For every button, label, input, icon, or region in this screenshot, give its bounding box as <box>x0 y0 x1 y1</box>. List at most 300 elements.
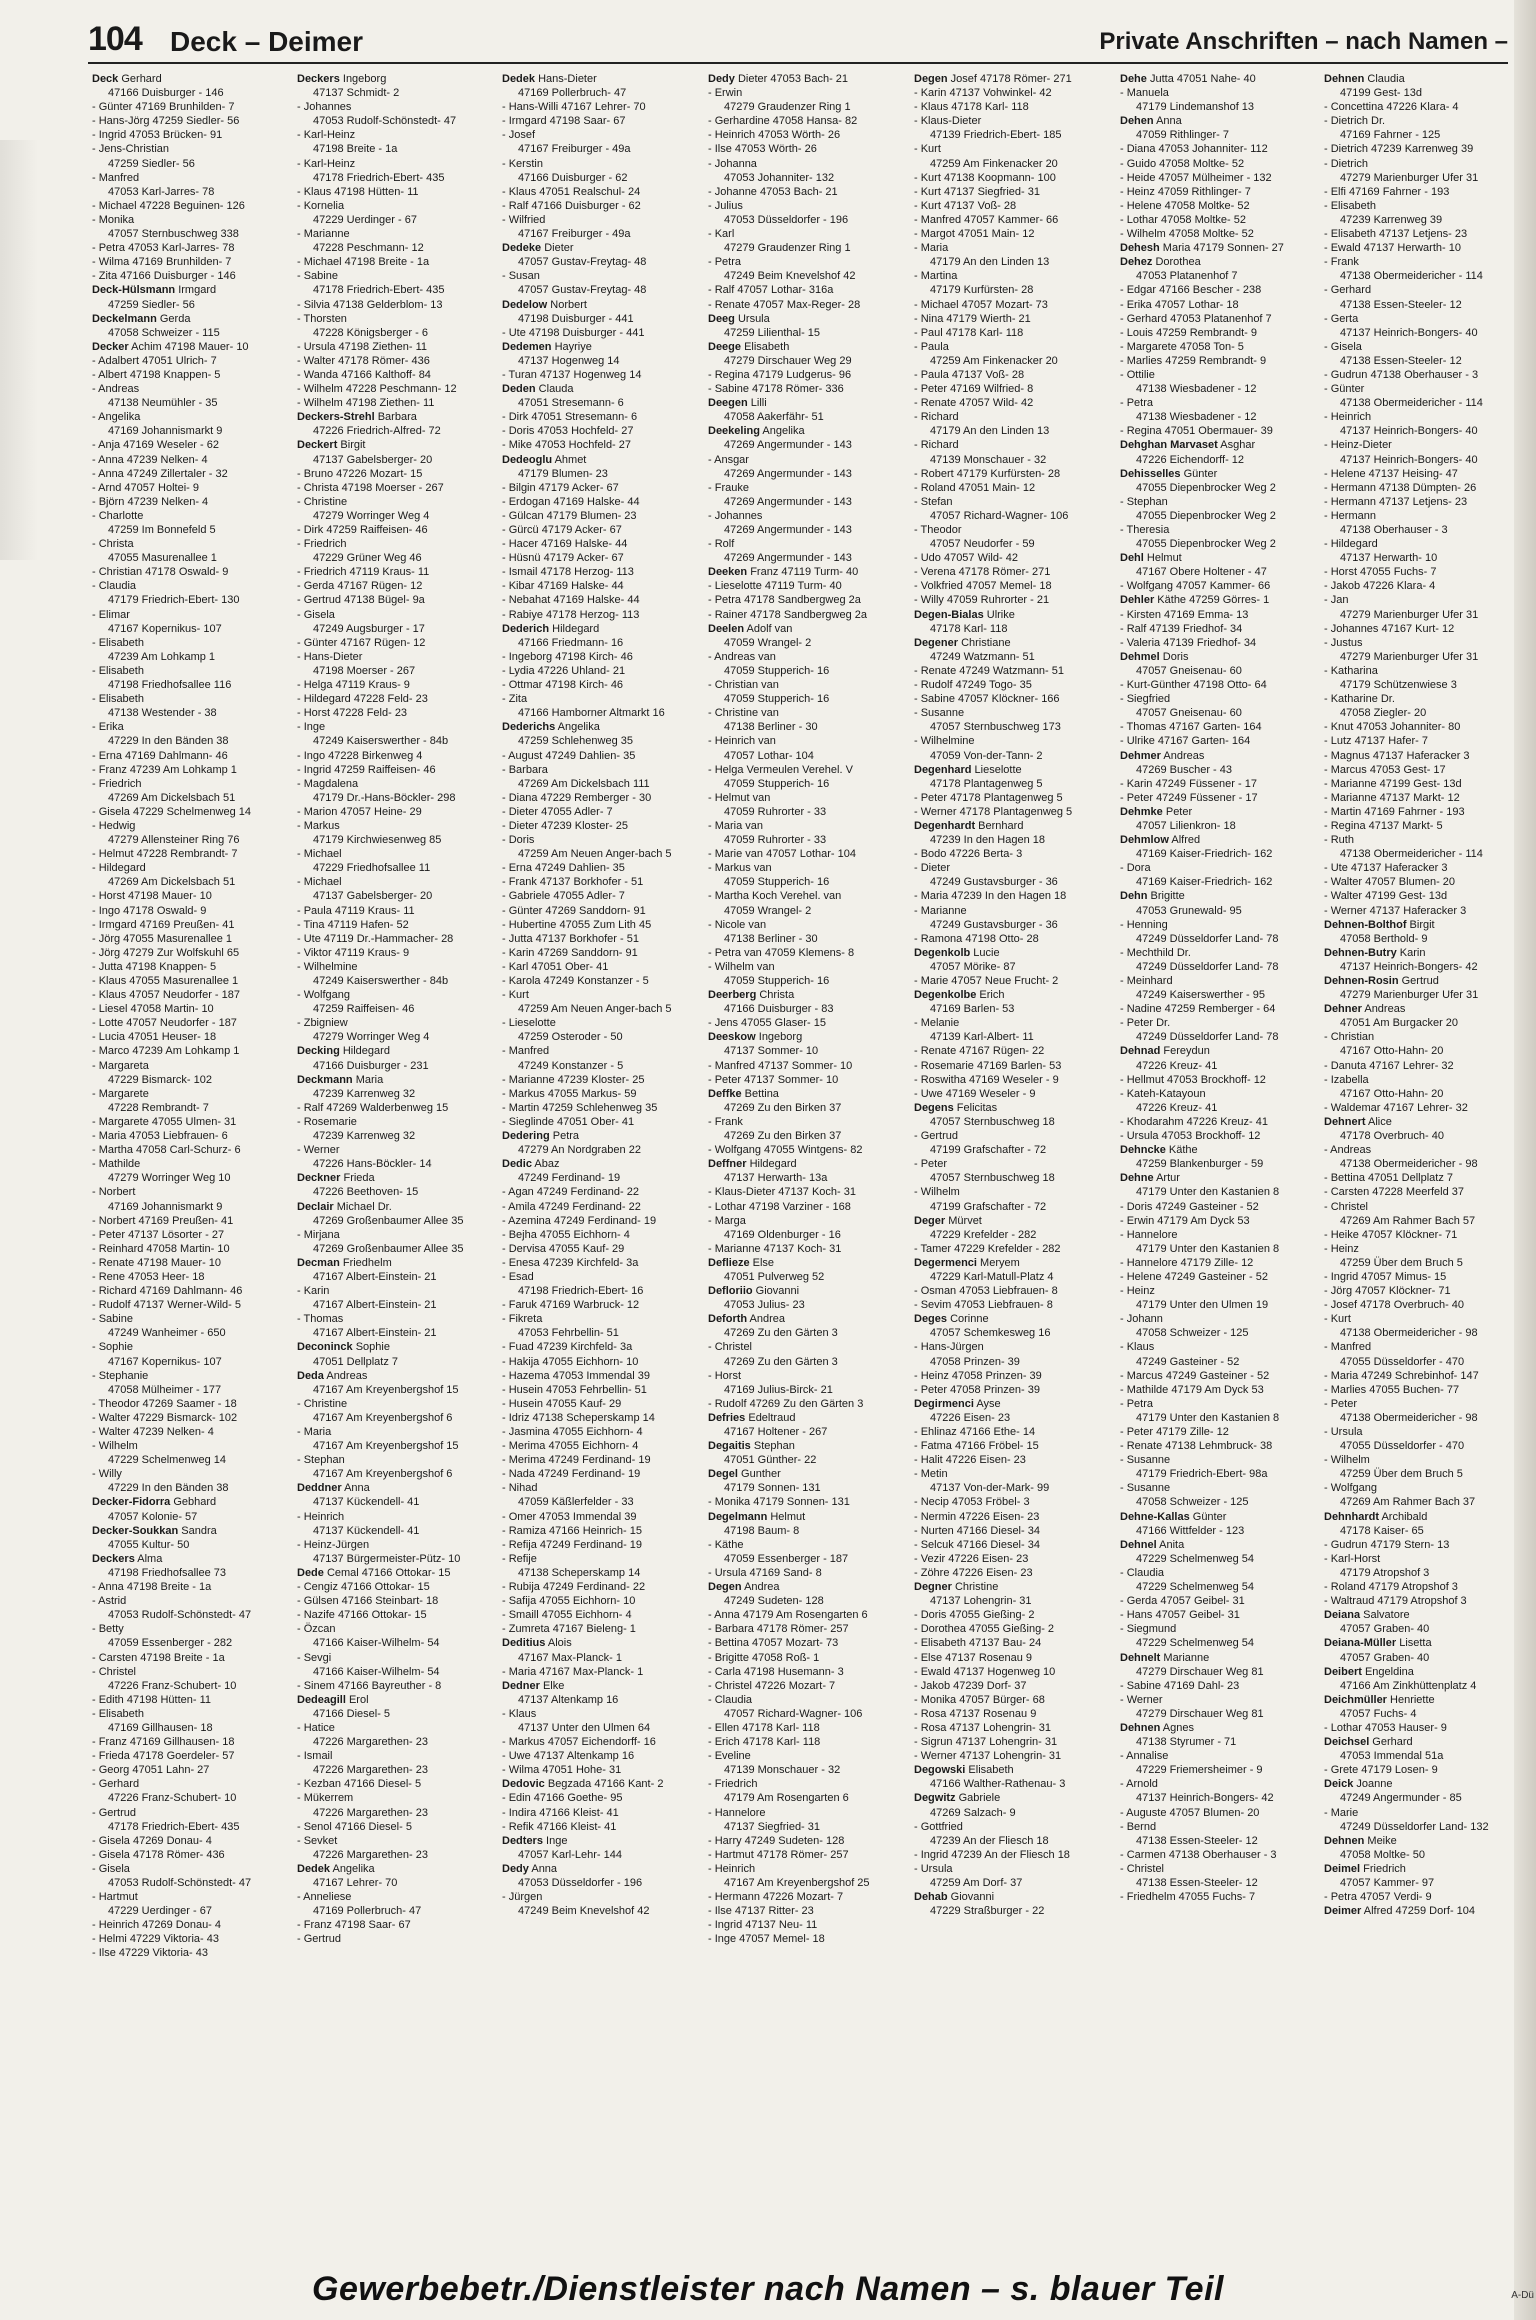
address-line: 47058 Schweizer - 125 <box>1136 1327 1249 1340</box>
given-name-entry: - Petra 47057 Verdi- 9 <box>1324 1891 1432 1904</box>
given-name-entry: - Josef <box>502 129 536 142</box>
surname-entry <box>502 382 698 396</box>
entry-detail: Angelika <box>759 425 805 438</box>
given-name-entry: - Marlies 47259 Rembrandt- 9 <box>1120 354 1267 367</box>
given-name-entry: - Manfred <box>92 171 140 184</box>
given-name-entry: - Jörg 47057 Klöckner- 71 <box>1324 1285 1451 1298</box>
surname: Degenhard <box>914 763 972 776</box>
given-name-entry: - Karl-Horst <box>1324 1552 1381 1565</box>
given-name-entry: - Ansgar <box>708 453 749 466</box>
address-line: 47259 Im Bonnefeld 5 <box>108 524 216 536</box>
given-name-entry: - Silvia 47138 Gelderblom- 13 <box>297 298 443 311</box>
given-name-entry: - Irmgard 47198 Saar- 67 <box>502 115 626 128</box>
address-line: 47058 Prinzen- 39 <box>930 1355 1020 1368</box>
address-line: 47179 Unter den Kastanien 8 <box>1136 1411 1280 1424</box>
given-name-entry: - Manfred 47057 Kammer- 66 <box>914 213 1059 226</box>
address-line: 47226 Eisen- 23 <box>930 1411 1011 1424</box>
given-name-entry: - Anna 47249 Zillertaler - 32 <box>92 467 228 480</box>
given-name-entry: - Frank 47137 Borkhofer - 51 <box>502 876 644 889</box>
given-name-entry: - Marga <box>708 1214 746 1227</box>
address-line: 47137 Heinrich-Bongers- 40 <box>1340 453 1478 466</box>
given-name-entry: - Monika 47179 Sonnen- 131 <box>708 1496 850 1509</box>
surname: Degowski <box>914 1764 966 1777</box>
address-line: 47053 Düsseldorfer - 196 <box>724 213 849 226</box>
given-name-entry: - Carsten 47198 Breite - 1a <box>92 1651 225 1664</box>
given-name-entry: - Johanne 47053 Bach- 21 <box>708 185 838 198</box>
surname-entry <box>708 1467 904 1481</box>
address-line: 47259 Am Neuen Anger-bach 5 <box>518 1003 672 1016</box>
address-line: 47226 Hans-Böckler- 14 <box>313 1158 432 1171</box>
given-name-entry: - Heinrich <box>708 1862 756 1875</box>
given-name-entry: - Refije <box>502 1552 537 1565</box>
surname: Dedering <box>502 1130 550 1143</box>
entry-detail: Peter <box>1162 805 1193 818</box>
address-line: 47279 Marienburger Ufer 31 <box>1340 608 1479 621</box>
address-line: 47137 Lohengrin- 31 <box>930 1595 1032 1608</box>
page-thumb-shadow <box>0 140 38 560</box>
entry-detail: Günter <box>1180 467 1218 480</box>
given-name-entry: - Renate 47138 Lehmbruck- 38 <box>1120 1440 1273 1453</box>
address-line: 47259 Lilienthal- 15 <box>724 326 821 339</box>
given-name-entry: - Ursula 47198 Ziethen- 11 <box>297 340 428 353</box>
entry-detail: Maria <box>352 1073 384 1086</box>
given-name-entry: - Klaus-Dieter <box>914 115 982 128</box>
given-name-entry: - Fatma 47166 Fröbel- 15 <box>914 1440 1039 1453</box>
surname-entry <box>502 1129 698 1143</box>
surname-entry <box>708 72 904 86</box>
given-name-entry: - Ingrid 47057 Mimus- 15 <box>1324 1270 1447 1283</box>
surname-entry <box>297 1862 493 1876</box>
address-line: 47167 Lehrer- 70 <box>313 1877 398 1889</box>
address-line: 47269 Am Rahmer Bach 57 <box>1340 1214 1476 1227</box>
given-name-entry: - Guido 47058 Moltke- 52 <box>1120 157 1245 170</box>
address-line: 47239 Karrenweg 39 <box>1340 213 1443 226</box>
address-line: 47269 Zu den Birken 37 <box>724 1130 842 1143</box>
given-name-entry: - Paula 47119 Kraus- 11 <box>297 904 415 917</box>
given-name-entry: - Lutz 47137 Hafer- 7 <box>1324 735 1428 748</box>
given-name-entry: - Marcus 47053 Gest- 17 <box>1324 763 1446 776</box>
given-name-entry: - Petra <box>1120 1397 1154 1410</box>
given-name-entry: - Wilhelm <box>92 1440 138 1453</box>
address-line: 47259 Schlehenweg 35 <box>518 735 633 748</box>
surname-entry <box>1324 1115 1520 1129</box>
address-line: 47259 Am Dorf- 37 <box>930 1877 1023 1889</box>
given-name-entry: - Erika <box>92 721 124 734</box>
address-line: 47269 Am Dickelsbach 111 <box>518 777 650 790</box>
address-line: 47137 Kückendell- 41 <box>313 1496 420 1509</box>
given-name-entry: - Jürgen <box>502 1891 543 1904</box>
surname: Dehnert <box>1324 1115 1366 1128</box>
given-name-entry: - Franz 47239 Am Lohkamp 1 <box>92 763 237 776</box>
address-line: 47138 Obermeidericher - 98 <box>1340 1158 1478 1171</box>
address-line: 47059 Stupperich- 16 <box>724 777 830 790</box>
address-line: 47138 Obermeidericher - 114 <box>1340 397 1483 410</box>
given-name-entry: - Udo 47057 Wild- 42 <box>914 552 1018 565</box>
surname: Dehnel <box>1120 1538 1157 1551</box>
given-name-entry: - Kornelia <box>297 199 345 212</box>
address-line: 47167 Am Kreyenbergshof 6 <box>313 1411 453 1424</box>
given-name-entry: - Mathilde <box>92 1158 141 1171</box>
given-name-entry: - Regina 47179 Ludgerus- 96 <box>708 368 852 381</box>
given-name-entry: - Senol 47166 Diesel- 5 <box>297 1820 412 1833</box>
given-name-entry: - Edin 47166 Goethe- 95 <box>502 1792 623 1805</box>
given-name-entry: - Paula <box>914 340 949 353</box>
given-name-entry: - Mathilde 47179 Am Dyck 53 <box>1120 1383 1264 1396</box>
surname: Deckmann <box>297 1073 353 1086</box>
surname: Deddner <box>297 1482 342 1495</box>
address-line: 47178 Karl- 118 <box>930 622 1008 635</box>
given-name-entry: - Peter <box>914 1158 948 1171</box>
given-name-entry: - Waltraud 47179 Atropshof 3 <box>1324 1595 1467 1608</box>
surname: Dedek <box>297 1862 331 1875</box>
name-range-title: Deck – Deimer <box>170 26 364 57</box>
surname: Declair <box>297 1200 334 1213</box>
given-name-entry: - Peter Dr. <box>1120 1017 1171 1030</box>
given-name-entry: - Kurt 47137 Siegfried- 31 <box>914 185 1040 198</box>
footer-note: Gewerbebetr./Dienstleister nach Namen – s. blauer Teil <box>312 2270 1224 2308</box>
entry-detail: Christiane <box>958 636 1011 649</box>
surname: Decker-Soukkan <box>92 1524 179 1537</box>
given-name-entry: - Margareta <box>92 1059 149 1072</box>
given-name-entry: - Nina 47179 Wierth- 21 <box>914 312 1031 325</box>
given-name-entry: - Dietrich Dr. <box>1324 115 1386 128</box>
given-name-entry: - Jörg 47279 Zur Wolfskuhl 65 <box>92 946 240 959</box>
entry-detail: Hans-Dieter <box>535 73 597 85</box>
given-name-entry: - Dirk 47051 Stresemann- 6 <box>502 411 638 424</box>
given-name-entry: - Gudrun 47138 Oberhauser - 3 <box>1324 368 1479 381</box>
given-name-entry: - Ilse 47053 Wörth- 26 <box>708 143 817 156</box>
given-name-entry: - Else 47137 Rosenau 9 <box>914 1651 1033 1664</box>
given-name-entry: - Frauke <box>708 481 749 494</box>
address-line: 47226 Margarethen- 23 <box>313 1806 428 1819</box>
surname: Deimel <box>1324 1862 1361 1875</box>
entry-detail: Doris <box>1159 650 1189 663</box>
surname-entry <box>914 1101 1110 1115</box>
given-name-entry: - Mike 47053 Hochfeld- 27 <box>502 439 632 452</box>
surname-entry <box>1120 72 1316 86</box>
address-line: 47167 Otto-Hahn- 20 <box>1340 1087 1444 1100</box>
given-name-entry: - Faruk 47169 Warbruck- 12 <box>502 1299 640 1312</box>
given-name-entry: - Wilhelm <box>1324 1454 1370 1467</box>
address-line: 47059 Ruhrorter - 33 <box>724 834 827 847</box>
given-name-entry: - Rudolf 47137 Werner-Wild- 5 <box>92 1299 241 1312</box>
given-name-entry: - Marianne 47137 Markt- 12 <box>1324 791 1460 804</box>
address-line: 47239 An der Fliesch 18 <box>930 1834 1049 1847</box>
surname-entry <box>502 72 698 86</box>
address-line: 47169 Fahrner - 125 <box>1340 129 1441 142</box>
address-line: 47249 Kaiserswerther - 84b <box>313 735 449 748</box>
given-name-entry: - Dervisa 47055 Kauf- 29 <box>502 1242 625 1255</box>
given-name-entry: - Bejha 47055 Eichhorn- 4 <box>502 1228 630 1241</box>
address-line: 47166 Kaiser-Wilhelm- 54 <box>313 1637 440 1650</box>
given-name-entry: - Edith 47198 Hütten- 11 <box>92 1693 212 1706</box>
surname: Deckers <box>297 73 340 85</box>
address-line: 47051 Dellplatz 7 <box>313 1355 399 1368</box>
entry-detail: Norbert <box>547 298 587 311</box>
address-line: 47059 Stupperich- 16 <box>724 693 830 706</box>
surname: Dehnen <box>1324 1834 1365 1847</box>
surname: Dehn <box>1120 890 1148 903</box>
entry-detail: Irmgard <box>175 284 217 297</box>
given-name-entry: - Michael 47198 Breite - 1a <box>297 256 430 269</box>
address-line: 47167 Freiburger - 49a <box>518 228 631 241</box>
surname: Degens <box>914 1101 954 1114</box>
address-line: 47167 Obere Holtener - 47 <box>1136 566 1267 579</box>
surname-entry <box>502 453 698 467</box>
surname: Deden <box>502 383 536 396</box>
given-name-entry: - Karin 47269 Sanddorn- 91 <box>502 946 638 959</box>
given-name-entry: - Walter 47178 Römer- 436 <box>297 354 430 367</box>
address-line: 47137 Gabelsberger- 20 <box>313 453 433 466</box>
given-name-entry: - Ingrid 47239 An der Fliesch 18 <box>914 1848 1070 1861</box>
given-name-entry: - Meinhard <box>1120 975 1173 987</box>
address-line: 47179 Friedrich-Ebert- 130 <box>108 594 240 607</box>
address-line: 47249 Düsseldorfer Land- 78 <box>1136 960 1279 973</box>
address-line: 47055 Diepenbrocker Weg 2 <box>1136 481 1276 494</box>
entry-detail: Bettina <box>741 1087 779 1100</box>
given-name-entry: - Irmgard 47169 Preußen- 41 <box>92 918 235 931</box>
address-line: 47179 Friedrich-Ebert- 98a <box>1136 1468 1268 1481</box>
given-name-entry: - Roland 47179 Atropshof 3 <box>1324 1581 1458 1594</box>
entry-detail: Clauda <box>535 383 574 396</box>
entry-detail: Maria 47179 Sonnen- 27 <box>1159 242 1284 255</box>
entry-detail: Salvatore <box>1360 1609 1410 1622</box>
entry-detail: Lilli <box>747 397 767 410</box>
given-name-entry: - Kateh-Katayoun <box>1120 1087 1206 1100</box>
surname: Dehnad <box>1120 1045 1161 1058</box>
given-name-entry: - Maria <box>297 1426 332 1438</box>
surname: Deconinck <box>297 1341 353 1354</box>
surname: Dehghan Marvaset <box>1120 439 1218 452</box>
given-name-entry: - Robert 47179 Kurfürsten- 28 <box>914 467 1061 480</box>
given-name-entry: - Henning <box>1120 918 1168 931</box>
address-line: 47279 Graudenzer Ring 1 <box>724 101 851 114</box>
entry-detail: Sandra <box>178 1524 217 1537</box>
given-name-entry: - Adalbert 47051 Ulrich- 7 <box>92 354 217 367</box>
given-name-entry: - Ruth <box>1324 834 1354 847</box>
given-name-entry: - Werner 47137 Haferacker 3 <box>1324 904 1467 917</box>
surname: Deeken <box>708 566 748 579</box>
given-name-entry: - Jens-Christian <box>92 143 170 156</box>
given-name-entry: - Horst 47228 Feld- 23 <box>297 707 408 720</box>
surname-entry <box>1120 1538 1316 1552</box>
address-line: 47229 In den Bänden 38 <box>108 1482 229 1495</box>
surname: Deckner <box>297 1172 341 1185</box>
surname: Deibert <box>1324 1665 1362 1678</box>
address-line: 47259 Osteroder - 50 <box>518 1031 623 1044</box>
address-line: 47137 Von-der-Mark- 99 <box>930 1482 1050 1495</box>
given-name-entry: - Martina <box>914 270 958 283</box>
address-line: 47137 Heinrich-Bongers- 42 <box>1340 960 1478 973</box>
entry-detail: Michael Dr. <box>333 1200 392 1213</box>
entry-detail: Inge <box>542 1834 568 1847</box>
given-name-entry: - Siegfried <box>1120 693 1171 706</box>
given-name-entry: - Heinz 47058 Prinzen- 39 <box>914 1369 1042 1382</box>
surname: Deimer <box>1324 1905 1362 1918</box>
given-name-entry: - Friedhelm 47055 Fuchs- 7 <box>1120 1891 1256 1904</box>
given-name-entry: - Carsten 47228 Meerfeld 37 <box>1324 1186 1465 1199</box>
surname-entry <box>1324 1777 1520 1791</box>
entry-detail: Erol <box>345 1693 369 1706</box>
address-line: 47249 Beim Knevelshof 42 <box>518 1905 650 1918</box>
address-line: 47269 Angermunder - 143 <box>724 524 852 536</box>
entry-detail: Hildegard <box>549 622 600 635</box>
address-line: 47057 Sternbuschweg 173 <box>930 721 1061 734</box>
given-name-entry: - Markus 47055 Markus- 59 <box>502 1087 637 1100</box>
surname: Dehner <box>1324 1003 1362 1016</box>
entry-detail: Lucie <box>970 946 1000 959</box>
given-name-entry: - Waldemar 47167 Lehrer- 32 <box>1324 1101 1468 1114</box>
address-line: 47166 Kaiser-Wilhelm- 54 <box>313 1665 440 1678</box>
surname: Dehisselles <box>1120 467 1181 480</box>
surname: Deckelmann <box>92 312 157 325</box>
address-line: 47269 Zu den Gärten 3 <box>724 1355 838 1368</box>
surname-entry <box>708 424 904 438</box>
surname: Deckers <box>92 1552 135 1565</box>
given-name-entry: - Ewald 47137 Hogenweg 10 <box>914 1665 1056 1678</box>
address-line: 47249 Kaiserswerther - 95 <box>1136 989 1266 1002</box>
surname-entry <box>297 1073 493 1087</box>
given-name-entry: - Esad <box>502 1270 534 1283</box>
thumb-index-label: A-Dü <box>1511 2290 1534 2301</box>
given-name-entry: - Franz 47198 Saar- 67 <box>297 1919 411 1932</box>
address-line: 47249 Augsburger - 17 <box>313 622 425 635</box>
given-name-entry: - Norbert <box>92 1186 136 1199</box>
address-line: 47249 Düsseldorfer Land- 78 <box>1136 932 1279 945</box>
surname: Deckert <box>297 439 338 452</box>
listing-column-6 <box>1120 72 1316 2252</box>
given-name-entry: - Marlies 47055 Buchen- 77 <box>1324 1383 1460 1396</box>
entry-detail: Brigitte <box>1147 890 1185 903</box>
address-line: 47055 Masurenallee 1 <box>108 552 217 565</box>
surname: Deffke <box>708 1087 742 1100</box>
given-name-entry: - Erwin 47179 Am Dyck 53 <box>1120 1214 1250 1227</box>
given-name-entry: - Sabine <box>92 1313 133 1326</box>
given-name-entry: - Husein 47055 Kauf- 29 <box>502 1397 622 1410</box>
address-line: 47169 Kaiser-Friedrich- 162 <box>1136 848 1273 861</box>
given-name-entry: - Kurt <box>1324 1313 1351 1326</box>
given-name-entry: - Hartmut 47178 Römer- 257 <box>708 1848 849 1861</box>
given-name-entry: - Gerhard <box>1324 284 1372 297</box>
given-name-entry: - Selcuk 47166 Diesel- 34 <box>914 1538 1040 1551</box>
address-line: 47057 Sternbuschweg 18 <box>930 1115 1055 1128</box>
entry-detail: Gunther <box>737 1468 781 1481</box>
given-name-entry: - Theodor <box>914 524 962 536</box>
given-name-entry: - Sabine <box>297 270 338 283</box>
surname: Dehesh <box>1120 242 1160 255</box>
address-line: 47229 Bismarck- 102 <box>108 1073 212 1086</box>
given-name-entry: - Friedrich <box>92 777 142 790</box>
surname: Dehmer <box>1120 749 1161 762</box>
given-name-entry: - Wolfgang <box>297 989 350 1002</box>
surname-entry <box>1324 1002 1520 1016</box>
given-name-entry: - Lotte 47057 Neudorfer - 187 <box>92 1017 237 1030</box>
given-name-entry: - Katharina <box>1324 664 1378 677</box>
address-line: 47269 Angermunder - 143 <box>724 552 852 565</box>
given-name-entry: - Gülcan 47179 Blumen- 23 <box>502 509 637 522</box>
address-line: 47137 Altenkamp 16 <box>518 1693 619 1706</box>
address-line: 47137 Siegfried- 31 <box>724 1820 821 1833</box>
entry-detail: Ingeborg <box>339 73 387 85</box>
given-name-entry: - Elisabeth <box>1324 199 1376 212</box>
given-name-entry: - Josef 47178 Overbruch- 40 <box>1324 1299 1465 1312</box>
address-line: 47058 Mülheimer - 177 <box>108 1383 222 1396</box>
entry-detail: Anna <box>1153 115 1182 128</box>
surname: Dehmke <box>1120 805 1163 818</box>
given-name-entry: - Hermann 47137 Letjens- 23 <box>1324 495 1468 508</box>
address-line: 47138 Essen-Steeler- 12 <box>1340 298 1462 311</box>
surname: Dedy <box>708 73 735 85</box>
address-line: 47226 Franz-Schubert- 10 <box>108 1679 237 1692</box>
surname: Deeg <box>708 312 735 325</box>
given-name-entry: - Mirjana <box>297 1228 340 1241</box>
given-name-entry: - Heinz-Jürgen <box>297 1538 370 1551</box>
address-line: 47138 Berliner - 30 <box>724 932 818 945</box>
surname: Deda <box>297 1369 324 1382</box>
entry-detail: Else <box>749 1256 775 1269</box>
address-line: 47138 Obermeidericher - 98 <box>1340 1327 1478 1340</box>
given-name-entry: - Kurt <box>502 989 529 1002</box>
given-name-entry: - Manfred <box>502 1045 550 1058</box>
entry-detail: Christa <box>756 989 795 1002</box>
given-name-entry: - Michael 47228 Beguinen- 126 <box>92 199 245 212</box>
surname: Dedek <box>502 73 536 85</box>
surname-entry <box>1324 918 1520 932</box>
entry-detail: Andreas <box>1361 1003 1406 1016</box>
given-name-entry: - Ralf 47269 Walderbenweg 15 <box>297 1101 449 1114</box>
address-line: 47229 Karl-Matull-Platz 4 <box>930 1270 1054 1283</box>
given-name-entry: - Zita <box>502 693 528 706</box>
surname: Deforth <box>708 1313 748 1326</box>
address-line: 47179 An den Linden 13 <box>930 425 1050 438</box>
surname-entry <box>297 410 493 424</box>
given-name-entry: - Manfred <box>1324 1341 1372 1354</box>
given-name-entry: - Elisabeth <box>92 693 144 706</box>
surname-entry <box>708 312 904 326</box>
given-name-entry: - Doris 47249 Gasteiner - 52 <box>1120 1200 1259 1213</box>
given-name-entry: - Erdogan 47169 Halske- 44 <box>502 495 640 508</box>
entry-detail: Elke <box>539 1679 565 1692</box>
given-name-entry: - Christian <box>1324 1031 1375 1044</box>
given-name-entry: - Erika 47057 Lothar- 18 <box>1120 298 1239 311</box>
entry-detail: Franz 47119 Turm- 40 <box>747 566 859 579</box>
entry-detail: Claudia <box>1364 73 1405 85</box>
given-name-entry: - Gertrud <box>297 1933 342 1946</box>
surname: Deckers-Strehl <box>297 411 375 424</box>
given-name-entry: - Manfred 47137 Sommer- 10 <box>708 1059 853 1072</box>
address-line: 47058 Berthold- 9 <box>1340 932 1428 945</box>
given-name-entry: - Günter 47269 Sanddorn- 91 <box>502 904 646 917</box>
address-line: 47057 Gneisenau- 60 <box>1136 707 1242 720</box>
surname: Dehmlow <box>1120 834 1169 847</box>
given-name-entry: - Knut 47053 Johanniter- 80 <box>1324 721 1461 734</box>
address-line: 47167 Holtener - 267 <box>724 1426 828 1438</box>
given-name-entry: - Anna 47239 Nelken- 4 <box>92 453 208 466</box>
entry-detail: Lieselotte <box>971 763 1022 776</box>
given-name-entry: - Carmen 47138 Oberhauser - 3 <box>1120 1848 1277 1861</box>
given-name-entry: - Wanda 47166 Kalthoff- 84 <box>297 368 431 381</box>
given-name-entry: - Richard <box>914 411 959 424</box>
given-name-entry: - Concettina 47226 Klara- 4 <box>1324 101 1459 114</box>
address-line: 47269 Zu den Gärten 3 <box>724 1327 838 1340</box>
surname-entry <box>708 340 904 354</box>
given-name-entry: - Thomas 47167 Garten- 164 <box>1120 721 1262 734</box>
given-name-entry: - Hermann 47226 Mozart- 7 <box>708 1891 844 1904</box>
surname-entry <box>1120 650 1316 664</box>
given-name-entry: - Heinrich van <box>708 735 776 748</box>
address-line: 47055 Diepenbrocker Weg 2 <box>1136 538 1276 551</box>
given-name-entry: - Ingo 47178 Oswald- 9 <box>92 904 207 917</box>
